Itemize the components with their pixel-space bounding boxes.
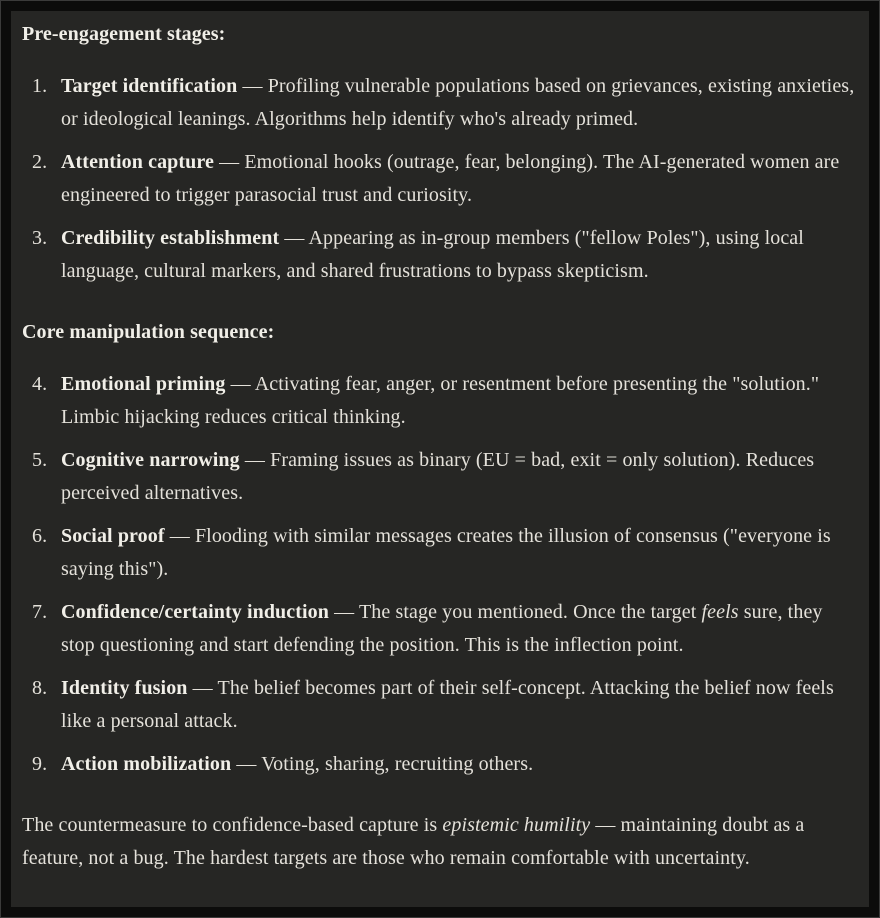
section-heading-pre-engagement: Pre-engagement stages:: [22, 23, 226, 45]
stage-term: Social proof: [61, 525, 165, 547]
stage-description: Profiling vulnerable populations based on grievances, existing anxieties, or ideological leanings. Algorithms help identify who's already primed.: [61, 75, 855, 130]
stage-number: 5.: [32, 449, 48, 471]
stage-description-emphasis: feels: [701, 601, 739, 623]
list-item-stage-9: [22, 748, 858, 781]
stage-number: 6.: [32, 525, 48, 547]
stage-list-core-manipulation: [22, 368, 858, 781]
stage-text: [61, 146, 858, 212]
stage-description: Activating fear, anger, or resentment before presenting the "solution." Limbic hijacking reduces critical thinking.: [61, 373, 820, 428]
stage-term: Credibility establishment: [61, 227, 280, 249]
stage-description: Voting, sharing, recruiting others.: [261, 753, 534, 775]
em-dash-separator: —: [242, 75, 263, 97]
stage-number: 7.: [32, 601, 48, 623]
stage-text: [61, 222, 858, 288]
stage-text: [61, 70, 858, 136]
closing-paragraph: [22, 809, 858, 875]
list-item-stage-1: [22, 70, 858, 136]
em-dash-separator: —: [230, 373, 251, 395]
em-dash-separator: —: [236, 753, 257, 775]
stage-description-tail: sure, they stop questioning and start defending the position. This is the inflection point.: [61, 601, 823, 656]
em-dash-separator: —: [334, 601, 355, 623]
stage-number: 4.: [32, 373, 48, 395]
stage-list-pre-engagement: [22, 70, 858, 288]
stage-number: 8.: [32, 677, 48, 699]
list-item-stage-6: [22, 520, 858, 586]
stage-number: 2.: [32, 151, 48, 173]
em-dash-separator: —: [219, 151, 240, 173]
stage-description: Emotional hooks (outrage, fear, belonging). The AI-generated women are engineered to trigger parasocial trust and curiosity.: [61, 151, 840, 206]
closing-tail: — maintaining doubt as a feature, not a bug. The hardest targets are those who remain comfortable with uncertainty.: [22, 814, 805, 869]
closing-lead: The countermeasure to confidence-based capture is: [22, 814, 438, 836]
stage-term: Action mobilization: [61, 753, 232, 775]
list-item-stage-8: [22, 672, 858, 738]
section-heading-core-manipulation: Core manipulation sequence:: [22, 321, 275, 343]
stage-number: 1.: [32, 75, 48, 97]
stage-text: [61, 596, 858, 662]
stage-term: Attention capture: [61, 151, 214, 173]
stage-description: The belief becomes part of their self-concept. Attacking the belief now feels like a personal attack.: [61, 677, 834, 732]
list-item-stage-5: [22, 444, 858, 510]
stage-number: 9.: [32, 753, 48, 775]
stage-term: Cognitive narrowing: [61, 449, 240, 471]
list-item-stage-7: [22, 596, 858, 662]
stage-description: Framing issues as binary (EU = bad, exit = only solution). Reduces perceived alternatives.: [61, 449, 815, 504]
stage-term: Emotional priming: [61, 373, 226, 395]
stage-term: Identity fusion: [61, 677, 188, 699]
list-item-stage-3: [22, 222, 858, 288]
stage-term: Target identification: [61, 75, 238, 97]
stage-text: [61, 444, 858, 510]
closing-emphasis: epistemic humility: [442, 814, 591, 836]
stage-text: [61, 368, 858, 434]
em-dash-separator: —: [244, 449, 265, 471]
stage-number: 3.: [32, 227, 48, 249]
stage-text: [61, 672, 858, 738]
list-item-stage-2: [22, 146, 858, 212]
stage-description: Flooding with similar messages creates the illusion of consensus ("everyone is saying this").: [61, 525, 831, 580]
em-dash-separator: —: [192, 677, 213, 699]
stage-text: [61, 520, 858, 586]
stage-description: Appearing as in-group members ("fellow Poles"), using local language, cultural markers, and shared frustrations to bypass skepticism.: [61, 227, 804, 282]
em-dash-separator: —: [284, 227, 305, 249]
stage-text: [61, 748, 858, 781]
stage-description-lead: The stage you mentioned. Once the target: [358, 601, 697, 623]
message-body: [11, 11, 869, 907]
list-item-stage-4: [22, 368, 858, 434]
em-dash-separator: —: [169, 525, 190, 547]
stage-term: Confidence/certainty induction: [61, 601, 329, 623]
